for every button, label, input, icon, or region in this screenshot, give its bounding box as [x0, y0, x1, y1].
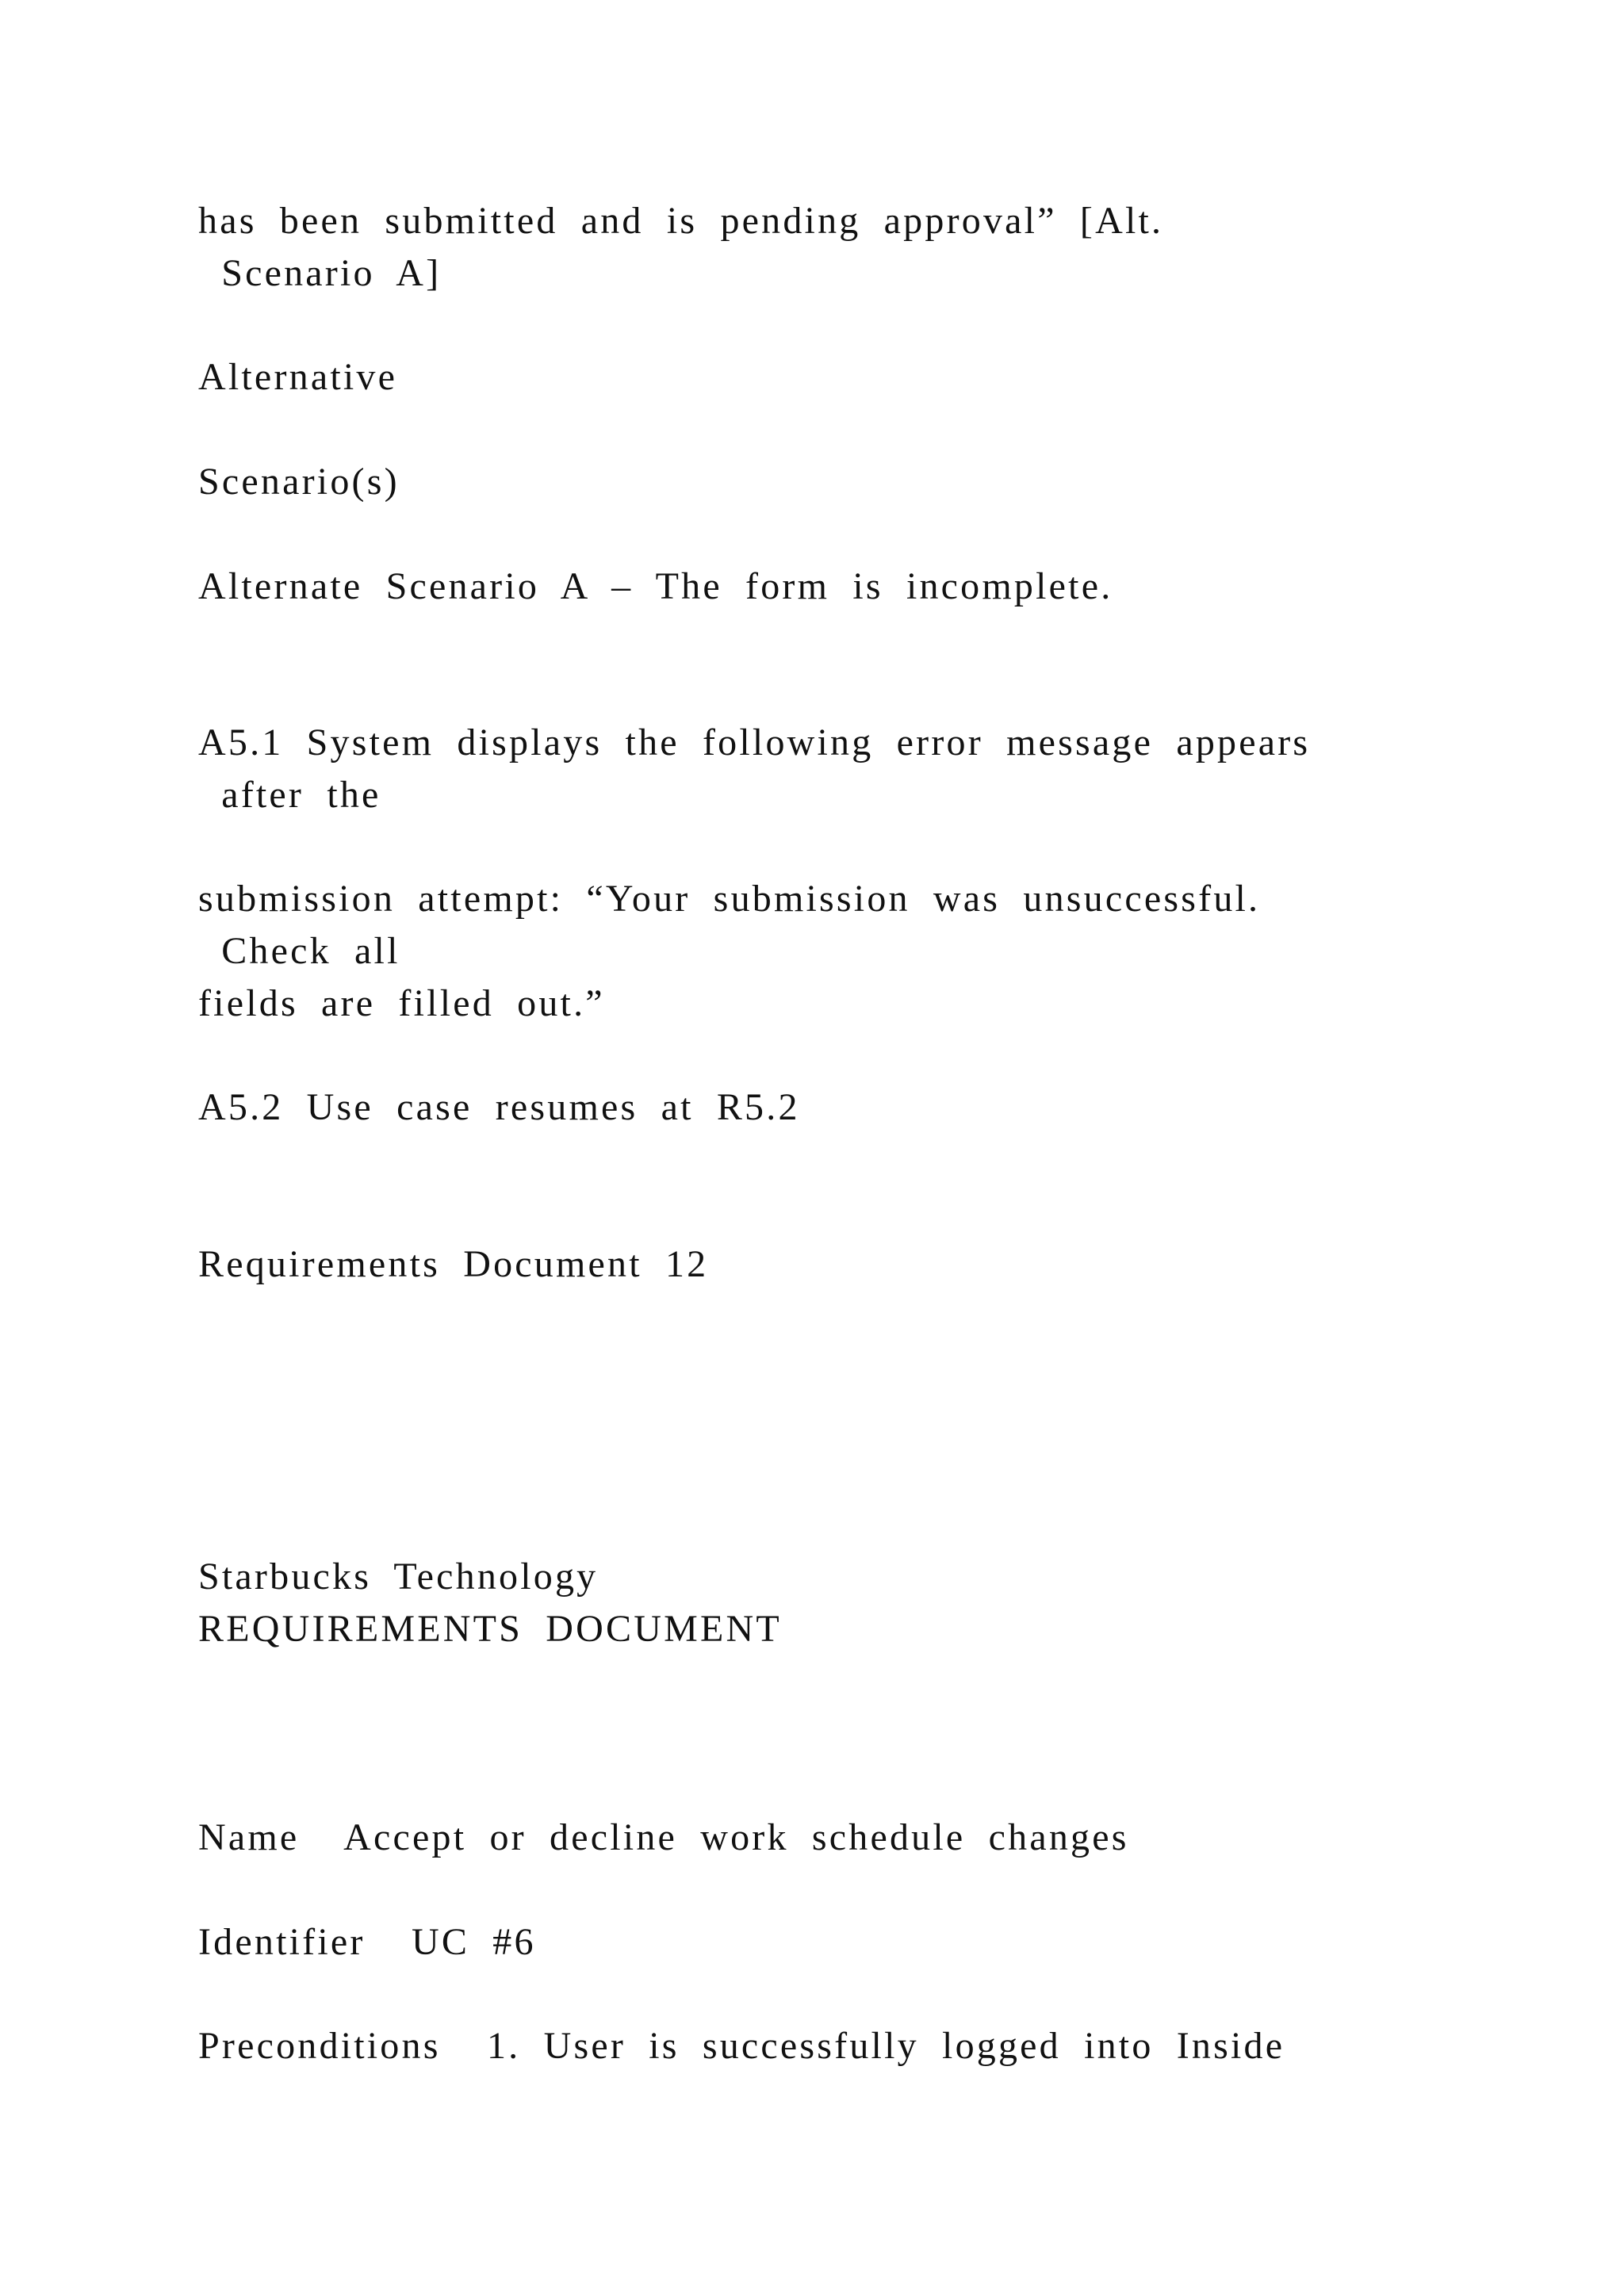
text-line-16: Identifier UC #6 — [198, 1921, 536, 1963]
text-line-6: A5.1 System displays the following error message appears — [198, 721, 1311, 763]
text-line-3: Alternative — [198, 356, 398, 398]
text-line-13: Starbucks Technology — [198, 1556, 599, 1598]
text-line-1: has been submitted and is pending approval” [Alt. — [198, 200, 1164, 242]
text-line-9: Check all — [198, 930, 400, 972]
text-line-8: submission attempt: “Your submission was unsuccessful. — [198, 878, 1261, 920]
text-line-7: after the — [198, 774, 381, 816]
text-line-10: fields are filled out.” — [198, 982, 605, 1024]
text-line-2: Scenario A] — [198, 252, 442, 294]
text-line-12: Requirements Document 12 — [198, 1243, 709, 1285]
text-line-5: Alternate Scenario A – The form is incomplete. — [198, 565, 1113, 607]
text-line-11: A5.2 Use case resumes at R5.2 — [198, 1086, 800, 1128]
text-line-14: REQUIREMENTS DOCUMENT — [198, 1608, 782, 1650]
text-line-15: Name Accept or decline work schedule changes — [198, 1816, 1129, 1858]
text-line-17: Preconditions 1. User is successfully logged into Inside — [198, 2025, 1285, 2067]
text-line-4: Scenario(s) — [198, 461, 400, 503]
